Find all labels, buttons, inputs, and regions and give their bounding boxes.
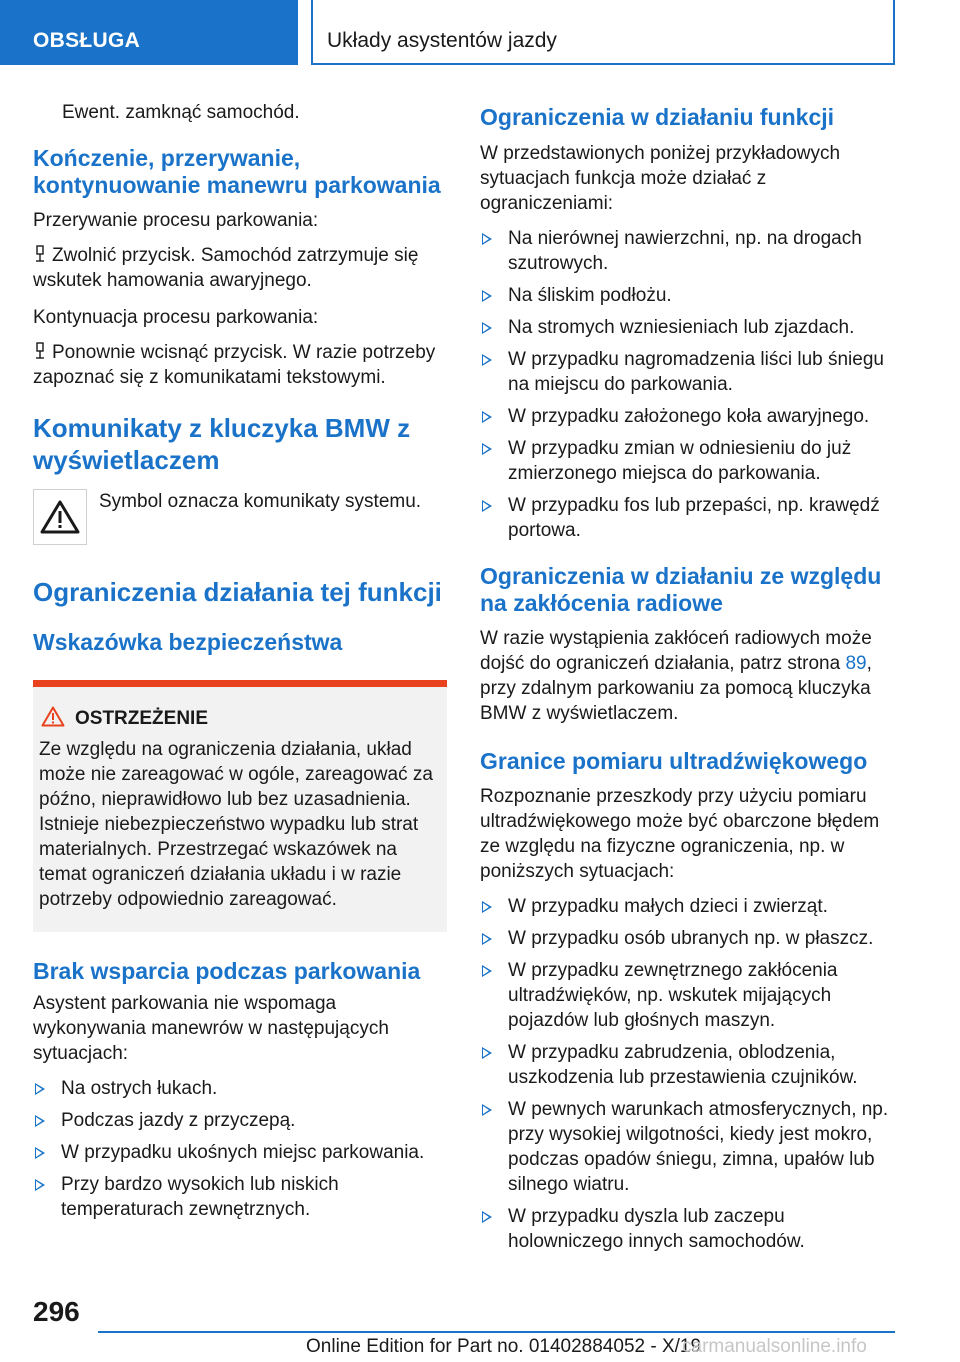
- bullet-triangle-icon: [482, 322, 492, 334]
- continue-step-text: Ponownie wcisnąć przycisk. W razie potrzeby zapoznać się z komunikatami tekstowymi.: [33, 342, 436, 388]
- bullet-triangle-icon: [482, 354, 492, 366]
- heading-function-limits: Ograniczenia działania tej funkcji: [33, 577, 442, 607]
- warning-text: Ze względu na ograniczenia działania, układ może nie zareagować w ogóle, zareagować za późno, nieprawidłowo lub bez uzasadnienia. Istnieje niebezpieczeństwo wypadku lub strat materialnych. Przestrzegać wskazówek na temat ograniczeń działania układu i w razie potrzeby odpowiednio zareagować.: [39, 739, 433, 910]
- list-item: Na śliskim podłożu.: [480, 283, 894, 308]
- func-limits-list: [480, 226, 894, 543]
- list-item: W przypadku dyszla lub zaczepu holowniczego innych samochodów.: [480, 1204, 894, 1254]
- ultrasonic-text: Rozpoznanie przeszkody przy użyciu pomiaru ultradźwiękowego może być obarczone błędem ze względu na fizyczne ograniczenia, np. w poniższych sytuacjach:: [480, 786, 880, 882]
- interrupt-step: [33, 243, 447, 293]
- heading-radio-limits: Ograniczenia w działaniu ze względu na zakłócenia radiowe: [480, 563, 882, 616]
- bullet-triangle-icon: [482, 1047, 492, 1059]
- bullet-triangle-icon: [482, 965, 492, 977]
- left-column: [33, 100, 447, 1229]
- right-column: [480, 100, 894, 1261]
- func-limits-text: W przedstawionych poniżej przykładowych sytuacjach funkcja może działać z ograniczeniami:: [480, 143, 841, 214]
- warning-box: [33, 680, 447, 932]
- list-item: W przypadku osób ubranych np. w płaszcz.: [480, 926, 894, 951]
- warning-header: [39, 706, 435, 731]
- watermark: carmanualsonline.info: [682, 1336, 867, 1357]
- page-number: 296: [33, 1296, 80, 1327]
- button-press-icon: [33, 245, 47, 263]
- bullet-triangle-icon: [35, 1179, 45, 1191]
- radio-text: W razie wystąpienia zakłóceń radiowych może dojść do ograniczeń działania, patrz strona 89, przy zdalnym parkowaniu za pomocą kluczyka BMW z wyświetlaczem.: [480, 628, 872, 724]
- heading-no-support: Brak wsparcia podczas parkowania: [33, 958, 421, 984]
- warning-symbol-box: [33, 489, 87, 545]
- header-section-tab: OBSŁUGA: [0, 0, 298, 65]
- list-item: Podczas jazdy z przyczepą.: [33, 1108, 447, 1133]
- list-item: Przy bardzo wysokich lub niskich temperaturach zewnętrznych.: [33, 1172, 447, 1222]
- list-item: W przypadku zmian w odniesieniu do już zmierzonego miejsca do parkowania.: [480, 436, 894, 486]
- list-item: W przypadku nagromadzenia liści lub śniegu na miejscu do parkowania.: [480, 347, 894, 397]
- bullet-triangle-icon: [35, 1115, 45, 1127]
- heading-ultrasonic-limits: Granice pomiaru ultradźwiękowego: [480, 748, 868, 774]
- bullet-triangle-icon: [482, 290, 492, 302]
- bullet-triangle-icon: [482, 411, 492, 423]
- bullet-triangle-icon: [482, 500, 492, 512]
- footer-edition: Online Edition for Part no. 01402884052 - X/19: [306, 1336, 702, 1357]
- no-support-text: Asystent parkowania nie wspomaga wykonywania manewrów w następujących sytuacjach:: [33, 993, 389, 1064]
- continue-label: Kontynuacja procesu parkowania:: [33, 307, 319, 328]
- bullet-triangle-icon: [482, 901, 492, 913]
- warning-title: OSTRZEŻENIE: [75, 708, 209, 729]
- list-item: Na stromych wzniesieniach lub zjazdach.: [480, 315, 894, 340]
- heading-safety-note: Wskazówka bezpieczeństwa: [33, 629, 343, 655]
- interrupt-label: Przerywanie procesu parkowania:: [33, 210, 319, 231]
- warning-triangle-icon: [41, 706, 65, 727]
- button-press-icon: [33, 342, 47, 360]
- bullet-triangle-icon: [482, 443, 492, 455]
- list-item: Na ostrych łukach.: [33, 1076, 447, 1101]
- symbol-row: [33, 489, 447, 545]
- continue-step: [33, 340, 447, 390]
- list-item: Na nierównej nawierzchni, np. na drogach szutrowych.: [480, 226, 894, 276]
- list-item: W przypadku ukośnych miejsc parkowania.: [33, 1140, 447, 1165]
- page-link[interactable]: 89: [845, 653, 867, 674]
- list-item: W przypadku fos lub przepaści, np. krawędź portowa.: [480, 493, 894, 543]
- interrupt-step-text: Zwolnić przycisk. Samochód zatrzymuje się wskutek hamowania awaryjnego.: [33, 245, 419, 291]
- bullet-triangle-icon: [35, 1083, 45, 1095]
- heading-key-messages: Komunikaty z kluczyka BMW z wyświetlaczem: [33, 413, 411, 475]
- bullet-triangle-icon: [35, 1147, 45, 1159]
- warning-triangle-icon: [40, 500, 80, 534]
- no-support-list: [33, 1076, 447, 1222]
- heading-func-limits: Ograniczenia w działaniu funkcji: [480, 104, 835, 130]
- intro-text: Ewent. zamknąć samochód.: [62, 102, 300, 123]
- bullet-triangle-icon: [482, 933, 492, 945]
- list-item: W pewnych warunkach atmosferycznych, np. przy wysokiej wilgotności, kiedy jest mokro, podczas opadów śniegu, zimna, upałów lub silnego wiatru.: [480, 1097, 894, 1197]
- bullet-triangle-icon: [482, 233, 492, 245]
- list-item: W przypadku małych dzieci i zwierząt.: [480, 894, 894, 919]
- header-chapter-title: Układy asystentów jazdy: [311, 0, 895, 65]
- footer-divider: [98, 1331, 895, 1333]
- bullet-triangle-icon: [482, 1211, 492, 1223]
- heading-finish-parking: Kończenie, przerywanie, kontynuowanie manewru parkowania: [33, 145, 441, 198]
- symbol-text: Symbol oznacza komunikaty systemu.: [99, 491, 422, 512]
- bullet-triangle-icon: [482, 1104, 492, 1116]
- list-item: W przypadku zewnętrznego zakłócenia ultradźwięków, np. wskutek mijających pojazdów lub głośnych maszyn.: [480, 958, 894, 1033]
- list-item: W przypadku zabrudzenia, oblodzenia, uszkodzenia lub przestawienia czujników.: [480, 1040, 894, 1090]
- list-item: W przypadku założonego koła awaryjnego.: [480, 404, 894, 429]
- ultrasonic-list: [480, 894, 894, 1254]
